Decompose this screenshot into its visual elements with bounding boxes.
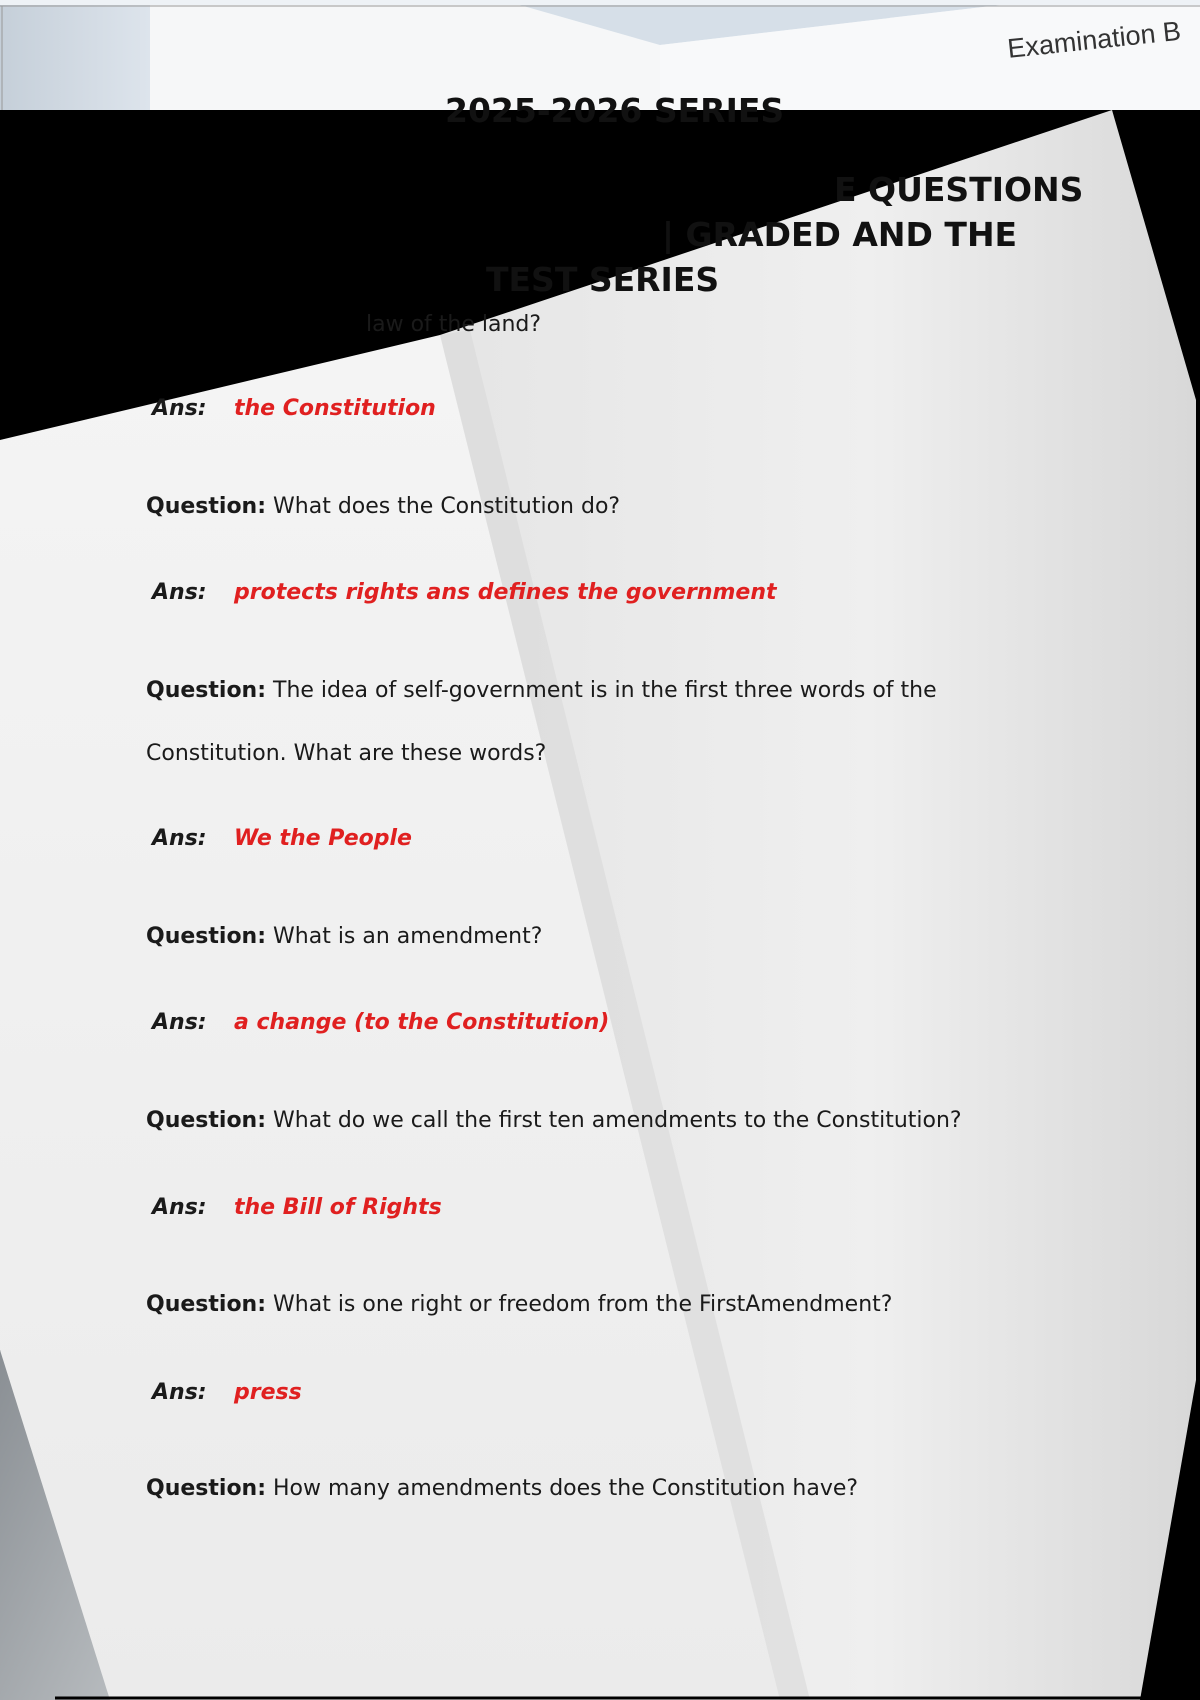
question-5 [146,1108,962,1133]
question-6-prefix: Question: [146,1292,267,1317]
heading-line-1: E QUESTIONS [834,170,1084,209]
answer-1-label: Ans: [152,396,207,421]
answer-3-label: Ans: [152,826,207,851]
question-7-clip [146,1474,859,1510]
question-4-prefix: Question: [146,924,267,949]
question-2-text: What does the Constitution do? [273,494,621,519]
answer-2-label: Ans: [152,580,207,605]
question-3 [146,678,937,703]
question-7 [146,1476,858,1501]
examination-header: Examination B [1006,15,1183,64]
question-5-prefix: Question: [146,1108,267,1133]
title-fragment-text: 2025-2026 SERIES [445,91,785,130]
question-4 [146,924,542,949]
answer-3-text: We the People [234,826,412,851]
answer-5-text: the Bill of Rights [234,1195,442,1220]
heading-line-3: TEST SERIES [486,260,720,299]
question-4-text: What is an amendment? [273,924,543,949]
question-6 [146,1292,892,1317]
answer-5-label: Ans: [152,1195,207,1220]
heading-line-2: | GRADED AND THE [662,215,1018,254]
question-1-text: law of the land? [366,312,542,337]
answer-4-text: a change (to the Constitution) [234,1010,610,1035]
title-fragment [445,91,785,130]
question-3-text: The idea of self-government is in the first three words of the [273,678,937,703]
question-6-text: What is one right or freedom from the FirstAmendment? [273,1292,893,1317]
question-3-continued: Constitution. What are these words? [146,741,547,766]
answer-4-label: Ans: [152,1010,207,1035]
question-7-prefix: Question: [146,1476,267,1501]
answer-6-text: press [234,1380,302,1405]
question-7-text: How many amendments does the Constitution have? [273,1476,859,1501]
question-1-clip [366,310,726,346]
answer-6-label: Ans: [152,1380,207,1405]
question-5-text: What do we call the first ten amendments to the Constitution? [273,1108,962,1133]
question-2 [146,494,620,519]
question-3-prefix: Question: [146,678,267,703]
question-2-prefix: Question: [146,494,267,519]
answer-2-text: protects rights ans defines the government [234,580,777,605]
answer-1-text: the Constitution [234,396,436,421]
